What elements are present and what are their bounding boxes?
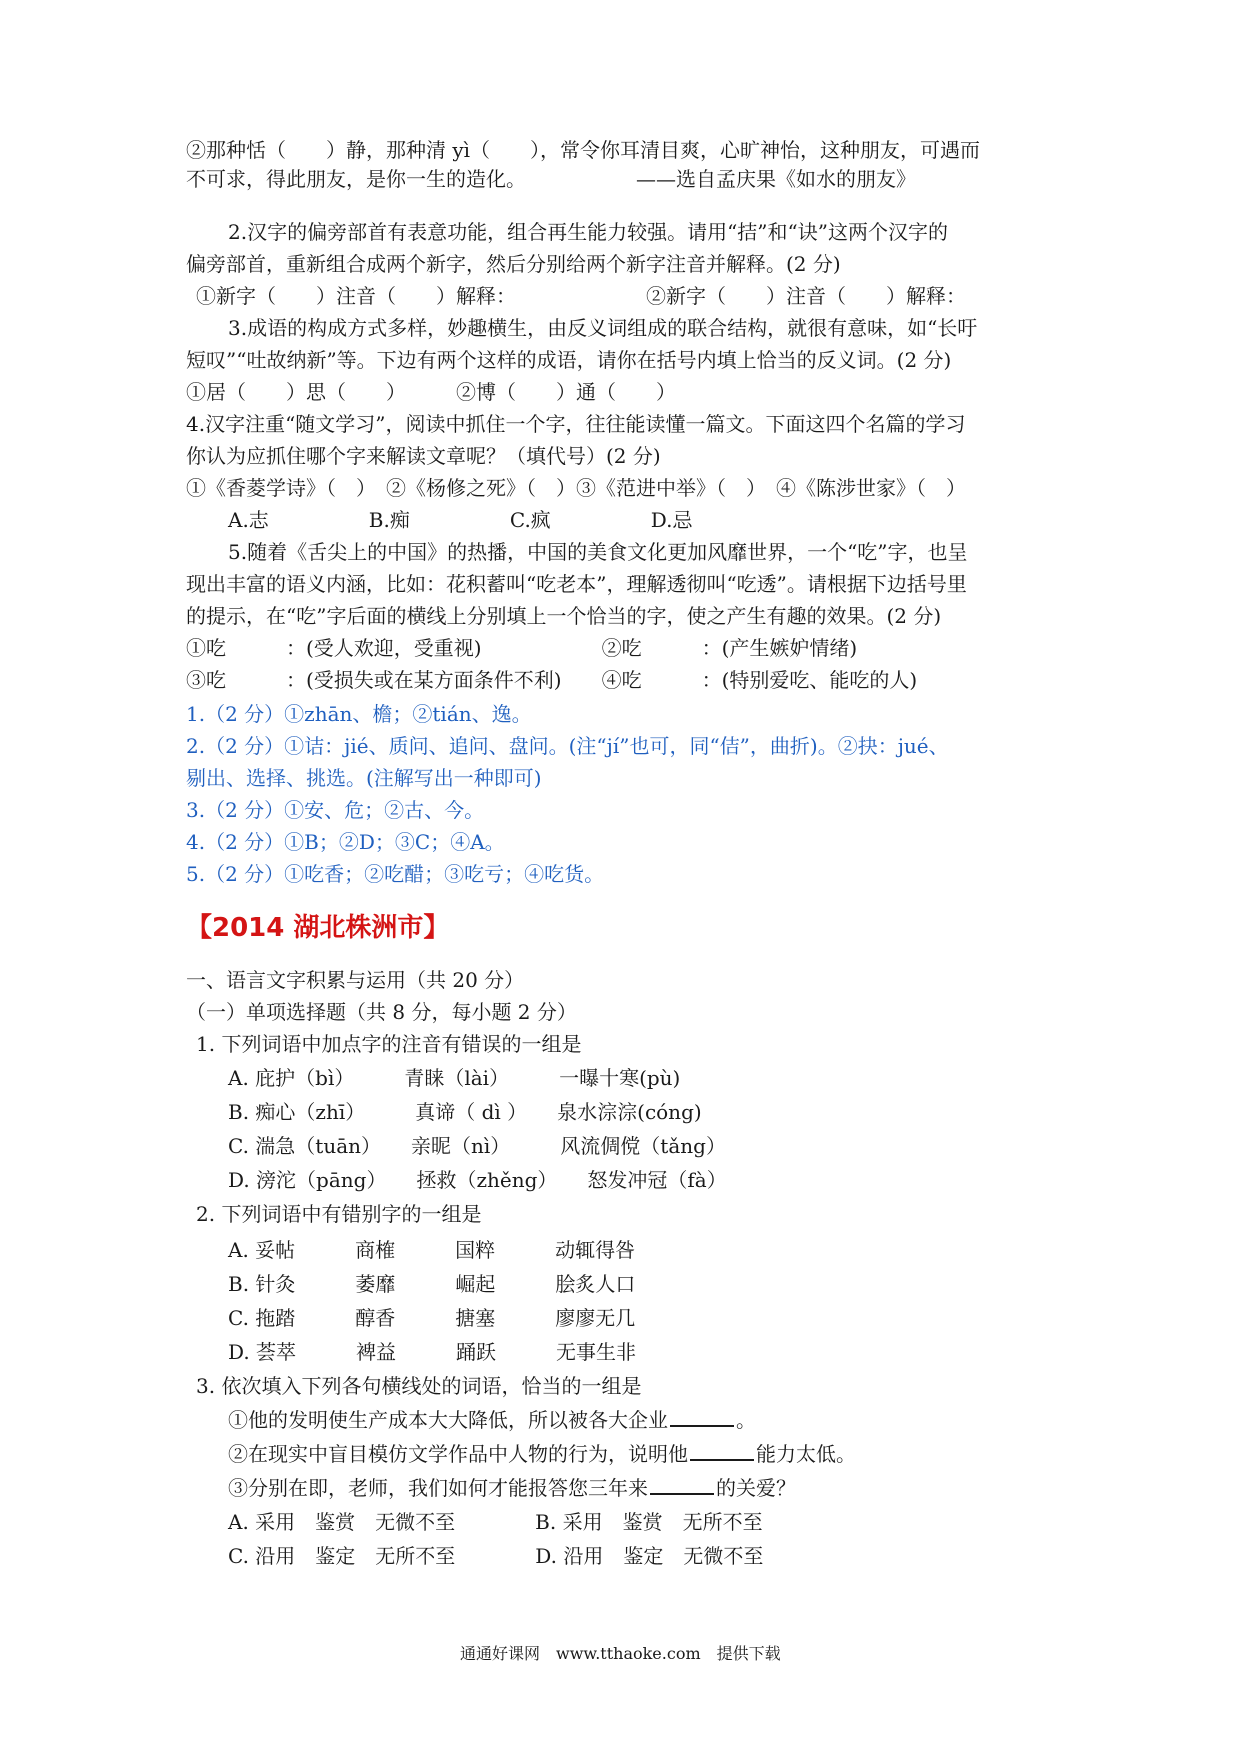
s-q1-option-a: A. 庇护（bì） 青睐（lài） 一曝十寒(pù) [228, 1066, 681, 1090]
s-q2-stem: 2. 下列词语中有错别字的一组是 [196, 1202, 482, 1226]
q4-options: A.志 B.痴 C.疯 D.忌 [228, 508, 693, 532]
q2-answer-line: ①新字（ ）注音（ ）解释： ②新字（ ）注音（ ）解释： [196, 284, 966, 308]
answer-5: 5.（2 分）①吃香；②吃醋；③吃亏；④吃货。 [186, 862, 605, 886]
s-q3-options-cd: C. 沿用 鉴定 无所不至 D. 沿用 鉴定 无微不至 [228, 1544, 764, 1568]
s-q2-option-d: D. 荟萃 裨益 踊跃 无事生非 [228, 1340, 637, 1364]
q5-stem-line3: 的提示，在“吃”字后面的横线上分别填上一个恰当的字，使之产生有趣的效果。(2 分) [186, 604, 942, 628]
answer-3: 3.（2 分）①安、危；②古、今。 [186, 798, 485, 822]
q5-stem-line2: 现出丰富的语义内涵，比如：花积蓄叫“吃老本”，理解透彻叫“吃透”。请根据下边括号里 [186, 572, 967, 596]
part1-heading: 一、语言文字积累与运用（共 20 分） [186, 968, 525, 992]
answer-4: 4.（2 分）①B；②D；③C；④A。 [186, 830, 505, 854]
s-q3-sentence-2-text: ②在现实中盲目模仿文学作品中人物的行为，说明他 [228, 1442, 688, 1466]
answer-2-line2: 剔出、选择、挑选。(注解写出一种即可) [186, 766, 542, 790]
s-q3-sentence-3 [228, 1474, 796, 1502]
answer-2-line1: 2.（2 分）①诘：jié、质问、追问、盘问。(注“jí”也可，同“佶”，曲折)。②抉：jué、 [186, 734, 949, 758]
s-q3-blank-1 [670, 1407, 734, 1427]
answer-1: 1.（2 分）①zhān、檐；②tián、逸。 [186, 702, 532, 726]
q5-stem-line1: 5.随着《舌尖上的中国》的热播，中国的美食文化更加风靡世界，一个“吃”字，也呈 [228, 540, 968, 564]
s-q3-sentence-1-end: 。 [736, 1408, 756, 1432]
q3-answer-line: ①居（ ）思（ ） ②博（ ）通（ ） [186, 380, 676, 404]
s-q1-stem: 1. 下列词语中加点字的注音有错误的一组是 [196, 1032, 582, 1056]
s-q1-option-b: B. 痴心（zhī） 真谛（ dì ） 泉水淙淙(cóng) [228, 1100, 702, 1124]
q1-continuation-line1: ②那种恬（ ）静，那种清 yì（ ），常令你耳清目爽，心旷神怡，这种朋友，可遇而 [186, 138, 981, 162]
s-q3-options-ab: A. 采用 鉴赏 无微不至 B. 采用 鉴赏 无所不至 [228, 1510, 763, 1534]
s-q3-sentence-3-end: 的关爱？ [716, 1476, 796, 1500]
q1-continuation-line2: 不可求，得此朋友，是你一生的造化。 ——选自孟庆果《如水的朋友》 [186, 167, 916, 191]
s-q2-option-c: C. 拖踏 醇香 搪塞 廖廖无几 [228, 1306, 636, 1330]
s-q3-blank-3 [650, 1475, 714, 1495]
q5-items-line2: ③吃 ：(受损失或在某方面条件不利) ④吃 ：(特别爱吃、能吃的人) [186, 668, 918, 692]
q4-stem-line1: 4.汉字注重“随文学习”，阅读中抓住一个字，往往能读懂一篇文。下面这四个名篇的学习 [186, 412, 966, 436]
s-q1-option-d: D. 滂沱（pāng） 拯救（zhěng） 怒发冲冠（fà） [228, 1168, 727, 1192]
s-q3-sentence-2-end: 能力太低。 [756, 1442, 856, 1466]
s-q1-option-c: C. 湍急（tuān） 亲昵（nì） 风流倜傥（tǎng） [228, 1134, 726, 1158]
s-q2-option-a: A. 妥帖 商榷 国粹 动辄得咎 [228, 1238, 636, 1262]
q5-items-line1: ①吃 ：(受人欢迎，受重视) ②吃 ：(产生嫉妒情绪) [186, 636, 858, 660]
section-title: 【2014 湖北株洲市】 [186, 913, 450, 943]
s-q3-sentence-1 [228, 1406, 756, 1434]
part1-subheading: （一）单项选择题（共 8 分，每小题 2 分） [186, 1000, 577, 1024]
q2-stem-line2: 偏旁部首，重新组合成两个新字，然后分别给两个新字注音并解释。(2 分) [186, 252, 841, 276]
s-q3-blank-2 [690, 1441, 754, 1461]
q4-works-line: ①《香菱学诗》（ ） ②《杨修之死》（ ）③《范进中举》（ ） ④《陈涉世家》（ ） [186, 476, 966, 500]
q2-stem-line1: 2.汉字的偏旁部首有表意功能，组合再生能力较强。请用“拮”和“诀”这两个汉字的 [228, 220, 948, 244]
q4-stem-line2: 你认为应抓住哪个字来解读文章呢？（填代号）(2 分) [186, 444, 661, 468]
s-q3-stem: 3. 依次填入下列各句横线处的词语，恰当的一组是 [196, 1374, 642, 1398]
s-q3-sentence-2 [228, 1440, 856, 1468]
s-q3-sentence-1-text: ①他的发明使生产成本大大降低，所以被各大企业 [228, 1408, 668, 1432]
s-q2-option-b: B. 针灸 萎靡 崛起 脍炙人口 [228, 1272, 636, 1296]
page-footer: 通通好课网 www.tthaoke.com 提供下载 [460, 1644, 781, 1663]
q3-stem-line2: 短叹”“吐故纳新”等。下边有两个这样的成语，请你在括号内填上恰当的反义词。(2 分) [186, 348, 952, 372]
q3-stem-line1: 3.成语的构成方式多样，妙趣横生，由反义词组成的联合结构，就很有意味，如“长吁 [228, 316, 978, 340]
s-q3-sentence-3-text: ③分别在即，老师，我们如何才能报答您三年来 [228, 1476, 648, 1500]
